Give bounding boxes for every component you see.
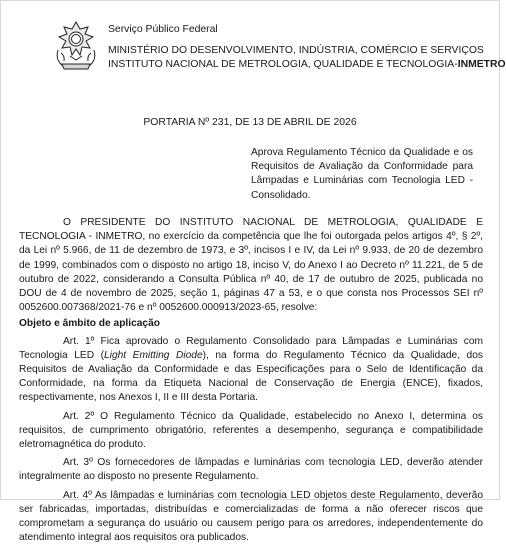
header-institute-name: INSTITUTO NACIONAL DE METROLOGIA, QUALIDADE E TECNOLOGIA- bbox=[108, 59, 458, 70]
header-institute-acronym: INMETRO bbox=[457, 59, 506, 70]
article-3: Art. 3º Os fornecedores de lâmpadas e luminárias com tecnologia LED, deverão atender integralmente ao disposto no presente Regulamento. bbox=[19, 457, 483, 483]
header-service-line: Serviço Público Federal bbox=[108, 24, 218, 35]
header-ministry-line: MINISTÉRIO DO DESENVOLVIMENTO, INDÚSTRIA, COMÉRCIO E SERVIÇOS bbox=[108, 45, 484, 56]
preamble-paragraph: O PRESIDENTE DO INSTITUTO NACIONAL DE METROLOGIA, QUALIDADE E TECNOLOGIA - INMETRO, no exercício da competência que lhe foi outorgada pelos artigos 4º, § 2º, da Lei nº 5.966, de 11 de dezembro de 1973, e 3º, incisos I e IV, da Lei nº 9.933, de 20 de dezembro de 1999, combinados com o disposto no artigo 18, inciso V, do Anexo I ao Decreto nº 11.221, de 5 de outubro de 2022, considerando a Consulta Pública nº 40, de 17 de outubro de 2025, publicada no DOU de 4 de novembro de 2025, seção 1, páginas 47 a 53, e o que consta nos Processos SEI nº 0052600.007368/2021-76 e nº 0052600.000913/2023-65, resolve: bbox=[19, 217, 483, 314]
article-1-text-start: Art. 1º Fica aprovado o Regulamento Consolidado para Lâmpadas e Luminárias com Tecnologia LED ( bbox=[19, 335, 483, 361]
section-title: Objeto e âmbito de aplicação bbox=[19, 318, 160, 330]
portaria-title: PORTARIA Nº 231, DE 13 DE ABRIL DE 2026 bbox=[143, 117, 357, 128]
ementa-summary: Aprova Regulamento Técnico da Qualidade e os Requisitos de Avaliação da Conformidade para Lâmpadas e Luminárias com Tecnologia LED - Consolidado. bbox=[251, 147, 473, 201]
coat-of-arms-emblem bbox=[53, 20, 99, 72]
article-1-text-end: ), na forma do Regulamento Técnico da Qualidade, dos Requisitos de Avaliação da Conformidade e das Especificações para o Selo de Identificação da Conformidade, na forma da Etiqueta Nacional de Conservação de Energia (ENCE), fixados, respectivamente, nos Anexos I, II e III desta Portaria. bbox=[19, 349, 483, 404]
document-body bbox=[19, 216, 483, 549]
article-4: Art. 4º As lâmpadas e luminárias com tecnologia LED objetos deste Regulamento, deverão ser fabricadas, importadas, distribuídas e comercializadas de forma a não oferecer riscos que comprometam a segurança do usuário ou causem perigo para os arredores, independentemente do atendimento integral aos requisitos ora publicados. bbox=[19, 489, 483, 544]
article-2: Art. 2º O Regulamento Técnico da Qualidade, estabelecido no Anexo I, determina os requisitos, de cumprimento obrigatório, referentes a desempenho, segurança e compatibilidade eletromagnética do produto. bbox=[19, 410, 483, 451]
article-1 bbox=[19, 335, 483, 406]
header-institute-line bbox=[108, 58, 506, 72]
article-1-italic-term: Light Emitting Diode bbox=[104, 349, 203, 361]
